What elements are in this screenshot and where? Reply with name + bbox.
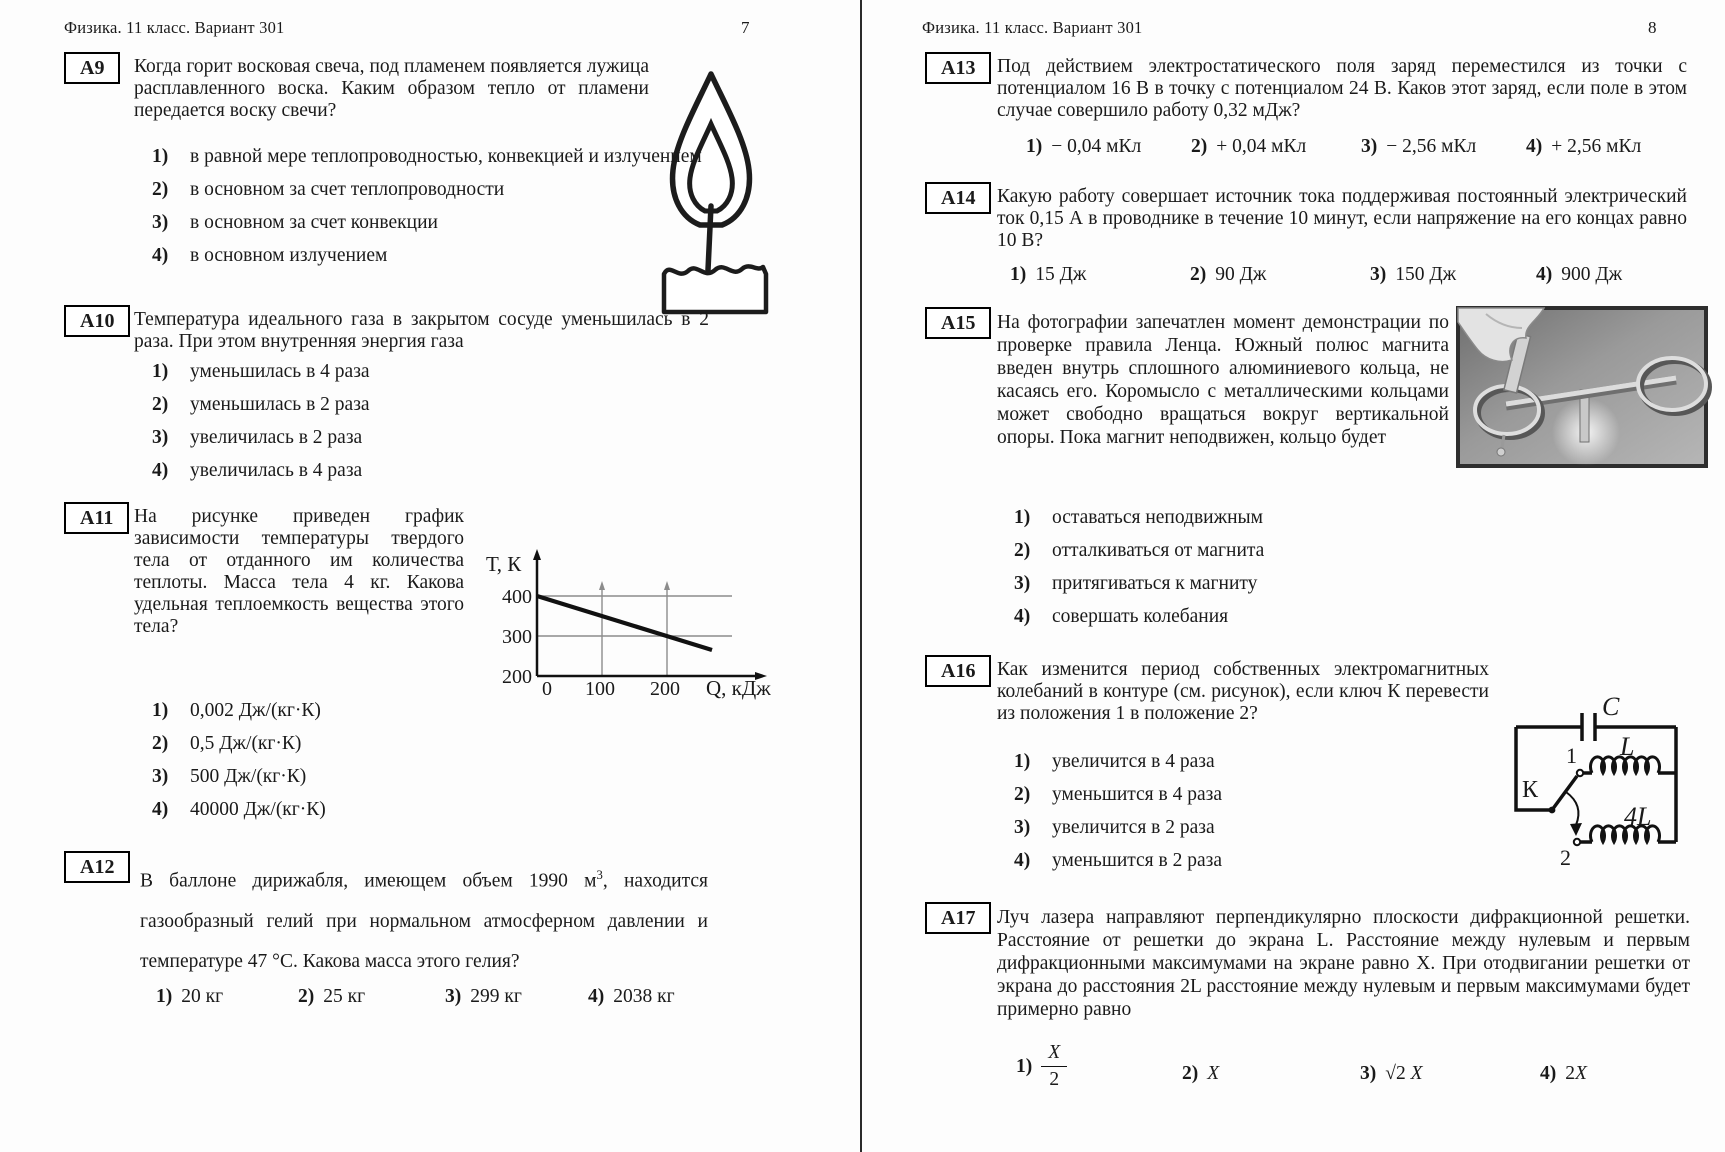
switch-blade [1552,776,1577,810]
y-tick-400: 400 [502,586,532,608]
option-text: уменьшилась в 2 раза [190,394,370,415]
answer-option [1190,264,1266,286]
question-label-a15: А15 [925,307,991,339]
option-text: уменьшилась в 4 раза [190,361,370,382]
switch-label: К [1522,777,1539,803]
option-text: 500 Дж/(кг·К) [190,766,307,787]
question-label-a14: А14 [925,182,991,214]
question-label-a10: А10 [64,305,130,337]
question-text-a14: Какую работу совершает источник тока поддерживая постоянный электрический ток 0,15 А в проводнике в течение 10 минут, если напряжение на его концах равно 10 В? [997,186,1687,251]
answer-option [1536,264,1622,286]
option-text: 0,5 Дж/(кг·К) [190,733,302,754]
option-number: 1) [1010,264,1027,285]
option-text: притягиваться к магниту [1052,573,1258,594]
answer-option [152,394,712,416]
answer-option [1026,136,1141,158]
option-text: 25 кг [323,986,366,1007]
option-text: X [1207,1063,1220,1084]
question-label-a12: А12 [64,851,130,883]
answer-option [1014,751,1484,773]
option-text-coefficient: 2 [1565,1063,1575,1084]
question-text-a9: Когда горит восковая свеча, под пламенем появляется лужица расплавленного воска. Каким образом тепло от пламени передается воску свечи? [134,56,649,121]
answer-option [152,460,712,482]
option-number: 2) [1014,540,1031,561]
question-label-a11: А11 [64,502,129,534]
option-number: 1) [1014,751,1031,772]
answer-option [152,766,712,788]
option-text: совершать колебания [1052,606,1229,627]
option-text: 150 Дж [1395,264,1457,285]
option-text-radical: √2 [1385,1063,1411,1084]
question-text-a11: На рисунке приведен график зависимости температуры твердого тела от отданного им количества теплоты. Масса тела 4 кг. Какова удельная теплоемкость вещества этого тела? [134,506,464,637]
question-text-a15: На фотографии запечатлен момент демонстрации по проверке правила Ленца. Южный полюс магнита введен внутрь сплошного алюминиевого кольца, не касаясь его. Коромысло с металлическими кольцами может свободно вращаться вокруг вертикальной опоры. Пока магнит неподвижен, кольцо будет [997,312,1449,448]
question-text-a17: Луч лазера направляют перпендикулярно плоскости дифракционной решетки. Расстояние от решетки до экрана L. Расстояние между нулевым и первым дифракционными максимумами на экране равно X. При отодвигании решетки от экрана до расстояния 2L расстояние между нулевым и первым максимумами будет примерно равно [997,907,1690,1020]
answer-option [152,212,712,234]
inductor-L-label: L [1620,732,1635,761]
y-tick-300: 300 [502,626,532,648]
option-text: 299 кг [470,986,522,1007]
answer-option [1014,606,1574,628]
temperature-graph [480,546,780,700]
option-text: 20 кг [181,986,224,1007]
x-axis-label: Q, кДж [706,676,771,700]
option-text: 900 Дж [1561,264,1623,285]
question-text-a13: Под действием электростатического поля заряд переместился из точки с потенциалом 16 В в точку с потенциалом 24 В. Каков этот заряд, если поле в этом случае совершило работу 0,32 мДж? [997,56,1687,121]
option-text: увеличилась в 2 раза [190,427,363,448]
capacitor-label: C [1602,692,1620,721]
option-text: − 2,56 мКл [1386,136,1477,157]
option-text: в равной мере теплопроводностью, конвекцией и излучением [190,146,702,167]
option-number: 1) [1016,1055,1033,1077]
page-number: 8 [1648,18,1657,37]
option-number: 4) [1526,136,1543,157]
page-number: 7 [741,18,750,37]
answer-option [1540,1063,1587,1085]
option-text: уменьшится в 2 раза [1052,850,1222,871]
option-number: 1) [152,700,169,721]
option-number: 4) [152,245,169,266]
answer-option [1014,507,1574,529]
x-tick-200: 200 [650,678,680,700]
option-number: 4) [152,460,169,481]
option-number: 3) [152,766,169,787]
answer-option [1526,136,1641,158]
x-tick-0: 0 [542,678,552,700]
option-number: 2) [152,733,169,754]
option-text: увеличилась в 4 раза [190,460,363,481]
question-label-a13: А13 [925,52,991,84]
superscript: 3 [596,867,603,882]
option-number: 4) [1536,264,1553,285]
option-text: уменьшится в 4 раза [1052,784,1222,805]
question-text-a12 [140,855,708,982]
option-text: увеличится в 4 раза [1052,751,1215,772]
option-number: 2) [1014,784,1031,805]
answer-option [152,179,712,201]
options-a10 [152,361,712,493]
answer-option [1191,136,1306,158]
options-a11 [152,700,712,832]
answer-option [1014,850,1484,872]
answer-option [152,733,712,755]
position-1-label: 1 [1566,743,1577,768]
graph-data-line [537,596,712,650]
answer-option [1016,1042,1067,1091]
option-number: 4) [1540,1063,1557,1084]
option-text: − 0,04 мКл [1051,136,1142,157]
option-text: + 0,04 мКл [1216,136,1307,157]
option-text: 2038 кг [613,986,675,1007]
question-label-a17: А17 [925,902,991,934]
option-number: 1) [152,146,169,167]
option-text: в основном за счет теплопроводности [190,179,505,200]
ring-pendant-tip [1497,448,1505,456]
answer-option [1182,1063,1219,1085]
option-text: 90 Дж [1215,264,1267,285]
option-text: 15 Дж [1035,264,1087,285]
answer-option [152,427,712,449]
inductor-4L-label: 4L [1624,802,1652,831]
answer-option [152,799,712,821]
y-axis-label: Т, К [486,552,522,576]
option-number: 2) [298,986,315,1007]
switch-arc-arrowhead [1570,823,1582,836]
option-number: 1) [1014,507,1031,528]
gridline-arrow [664,581,670,590]
option-number: 2) [1190,264,1207,285]
options-a15 [1014,507,1574,639]
question-text-part: , находится газообразный гелий при нормальном атмосферном давлении и температуре 47 °С. Какова масса этого гелия? [140,870,709,972]
question-label-a9: А9 [64,52,120,84]
answer-option [1014,540,1574,562]
options-a16 [1014,751,1484,883]
answer-option [298,986,365,1008]
switch-arc-arrow [1566,792,1578,825]
option-text: 0,002 Дж/(кг·К) [190,700,321,721]
lc-circuit-diagram [1506,693,1721,891]
option-number: 3) [152,212,169,233]
option-text: + 2,56 мКл [1551,136,1642,157]
option-text: в основном излучением [190,245,388,266]
option-text: увеличится в 2 раза [1052,817,1215,838]
option-text: X [1575,1063,1587,1084]
answer-option [156,986,223,1008]
option-number: 3) [152,427,169,448]
answer-option [588,986,675,1008]
answer-option [1370,264,1456,286]
contact-1 [1577,770,1583,776]
option-text: X [1410,1063,1423,1084]
answer-option [1361,136,1476,158]
question-text-a10: Температура идеального газа в закрытом сосуде уменьшилась в 2 раза. При этом внутренняя энергия газа [134,309,709,352]
option-number: 3) [1370,264,1387,285]
question-text-a16: Как изменится период собственных электромагнитных колебаний в контуре (см. рисунок), если ключ К перевести из положения 1 в положение 2? [997,659,1489,724]
answer-option [1014,573,1574,595]
fraction-denominator: 2 [1041,1066,1067,1091]
option-number: 3) [445,986,462,1007]
answer-option [1014,817,1484,839]
option-number: 1) [1026,136,1043,157]
option-number: 4) [1014,850,1031,871]
option-number: 2) [152,394,169,415]
page-header: Физика. 11 класс. Вариант 301 [64,18,285,37]
option-text: оставаться неподвижным [1052,507,1263,528]
capacitor [1582,713,1595,741]
option-number: 3) [1360,1063,1377,1084]
option-number: 3) [1361,136,1378,157]
fraction [1041,1042,1067,1091]
y-tick-200: 200 [502,666,532,688]
gridline-arrow [599,581,605,590]
option-text: 40000 Дж/(кг·К) [190,799,326,820]
option-number: 3) [1014,573,1031,594]
question-text-part: В баллоне дирижабля, имеющем объем 1990 м [140,870,597,892]
option-number: 4) [1014,606,1031,627]
answer-option [1014,784,1484,806]
option-number: 3) [1014,817,1031,838]
position-2-label: 2 [1560,845,1571,870]
page-divider [860,0,862,1152]
fraction-numerator: X [1048,1042,1061,1063]
page-header: Физика. 11 класс. Вариант 301 [922,18,1143,37]
ring-pendant [1502,435,1504,448]
x-tick-100: 100 [585,678,615,700]
answer-option [1010,264,1086,286]
option-text: в основном за счет конвекции [190,212,438,233]
contact-2 [1574,839,1580,845]
options-a9 [152,146,712,278]
option-number: 4) [588,986,605,1007]
answer-option [152,700,712,722]
option-number: 1) [152,361,169,382]
answer-option [152,245,712,267]
y-axis-arrow [533,549,541,560]
answer-option [152,361,712,383]
option-number: 4) [152,799,169,820]
option-text: отталкиваться от магнита [1052,540,1265,561]
option-number: 2) [152,179,169,200]
answer-option [445,986,522,1008]
answer-option [1360,1063,1423,1085]
lenz-experiment-photo [1456,306,1708,468]
answer-option [152,146,712,168]
option-number: 2) [1191,136,1208,157]
option-number: 2) [1182,1063,1199,1084]
question-label-a16: А16 [925,655,991,687]
option-number: 1) [156,986,173,1007]
